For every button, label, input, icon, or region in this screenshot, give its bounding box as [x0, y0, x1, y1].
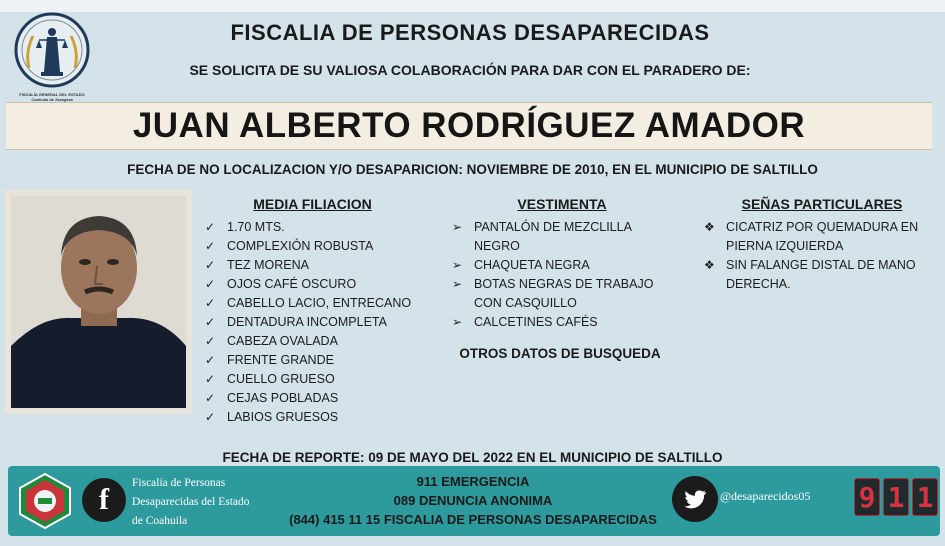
arrow-bullet-icon: ➢ [452, 277, 463, 291]
report-date: FECHA DE REPORTE: 09 DE MAYO DEL 2022 EN EL MUNICIPIO DE SALTILLO [222, 450, 723, 465]
diamond-bullet-icon: ❖ [704, 258, 715, 272]
vestimenta-section [452, 196, 672, 332]
contact-footer [8, 466, 940, 536]
list-item [205, 408, 430, 427]
check-icon: ✓ [205, 296, 216, 310]
list-item [452, 256, 672, 275]
emergency-line: 911 EMERGENCIA [416, 474, 530, 489]
list-item-text: DENTADURA INCOMPLETA [227, 315, 387, 329]
anonymous-line: 089 DENUNCIA ANONIMA [393, 493, 553, 508]
senas-list [704, 218, 940, 294]
person-portrait-image [11, 196, 186, 408]
list-item-text: CICATRIZ POR QUEMADURA EN PIERNA IZQUIERDA [726, 220, 919, 253]
org-line-1: Fiscalía de Personas [132, 477, 226, 489]
list-item [205, 294, 430, 313]
arrow-bullet-icon: ➢ [452, 220, 463, 234]
page-subtitle: SE SOLICITA DE SU VALIOSA COLABORACIÓN PARA DAR CON EL PARADERO DE: [189, 62, 751, 78]
twitter-icon[interactable] [672, 476, 718, 522]
page-title: FISCALIA DE PERSONAS DESAPARECIDAS [230, 20, 710, 45]
vestimenta-list [452, 218, 672, 332]
list-item-text: LABIOS GRUESOS [227, 410, 339, 424]
vestimenta-heading: VESTIMENTA [517, 196, 607, 212]
badge-digit: 1 [883, 478, 909, 516]
facebook-icon[interactable]: f [82, 478, 126, 522]
list-item-text: CHAQUETA NEGRA [474, 258, 590, 272]
check-icon: ✓ [205, 353, 216, 367]
check-icon: ✓ [205, 334, 216, 348]
list-item [205, 256, 430, 275]
fiscalia-logo [6, 12, 98, 104]
list-item-text: CUELLO GRUESO [227, 372, 335, 386]
badge-digit: 9 [854, 478, 880, 516]
logo-caption: FISCALÍA GENERAL DEL ESTADO [19, 92, 85, 97]
list-item-text: PANTALÓN DE MEZCLILLA NEGRO [474, 220, 632, 253]
list-item [205, 370, 430, 389]
arrow-bullet-icon: ➢ [452, 258, 463, 272]
list-item-text: FRENTE GRANDE [227, 353, 334, 367]
otros-datos-heading: OTROS DATOS DE BUSQUEDA [459, 346, 661, 361]
list-item [704, 256, 940, 294]
list-item [205, 313, 430, 332]
twitter-handle[interactable]: @desaparecidos05 [720, 489, 811, 503]
diamond-bullet-icon: ❖ [704, 220, 715, 234]
arrow-bullet-icon: ➢ [452, 315, 463, 329]
org-line-2: Desaparecidas del Estado [132, 496, 250, 508]
logo-caption-2: Coahuila de Zaragoza [31, 97, 73, 102]
list-item-text: TEZ MORENA [227, 258, 309, 272]
footer-organization [132, 474, 282, 531]
list-item [205, 237, 430, 256]
list-item [452, 313, 672, 332]
person-photo [5, 190, 192, 414]
check-icon: ✓ [205, 258, 216, 272]
footer-contacts [270, 472, 676, 529]
justice-statue-icon [11, 12, 93, 92]
list-item [205, 275, 430, 294]
org-line-3: de Coahuila [132, 515, 188, 527]
list-item-text: CALCETINES CAFÉS [474, 315, 598, 329]
list-item-text: BOTAS NEGRAS DE TRABAJO CON CASQUILLO [474, 277, 654, 310]
list-item-text: CEJAS POBLADAS [227, 391, 339, 405]
media-filiacion-heading: MEDIA FILIACION [253, 196, 372, 212]
list-item [205, 351, 430, 370]
check-icon: ✓ [205, 220, 216, 234]
list-item-text: 1.70 MTS. [227, 220, 285, 234]
check-icon: ✓ [205, 315, 216, 329]
list-item [452, 275, 672, 313]
list-item [205, 332, 430, 351]
senas-particulares-section [704, 196, 940, 294]
emergency-911-badge [854, 478, 938, 516]
check-icon: ✓ [205, 239, 216, 253]
badge-digit: 1 [912, 478, 938, 516]
twitter-bird-icon [682, 486, 708, 512]
list-item [205, 218, 430, 237]
unidad-emblem-icon [16, 472, 74, 530]
list-item-text: OJOS CAFÉ OSCURO [227, 277, 357, 291]
media-filiacion-section [205, 196, 430, 427]
bottom-margin [0, 536, 945, 546]
top-strip [0, 0, 945, 12]
list-item-text: COMPLEXIÓN ROBUSTA [227, 239, 374, 253]
check-icon: ✓ [205, 391, 216, 405]
list-item-text: CABEZA OVALADA [227, 334, 338, 348]
senas-heading: SEÑAS PARTICULARES [741, 196, 903, 212]
check-icon: ✓ [205, 410, 216, 424]
list-item [452, 218, 672, 256]
check-icon: ✓ [205, 372, 216, 386]
check-icon: ✓ [205, 277, 216, 291]
fiscalia-phone: (844) 415 11 15 FISCALIA DE PERSONAS DESAPARECIDAS [289, 512, 657, 527]
name-banner [6, 102, 932, 150]
list-item [704, 218, 940, 256]
person-name: JUAN ALBERTO RODRÍGUEZ AMADOR [132, 106, 806, 145]
list-item [205, 389, 430, 408]
list-item-text: SIN FALANGE DISTAL DE MANO DERECHA. [726, 258, 916, 291]
disappearance-date: FECHA DE NO LOCALIZACION Y/O DESAPARICION: NOVIEMBRE DE 2010, EN EL MUNICIPIO DE SALTILLO [127, 162, 818, 177]
list-item-text: CABELLO LACIO, ENTRECANO [227, 296, 412, 310]
media-filiacion-list [205, 218, 430, 427]
